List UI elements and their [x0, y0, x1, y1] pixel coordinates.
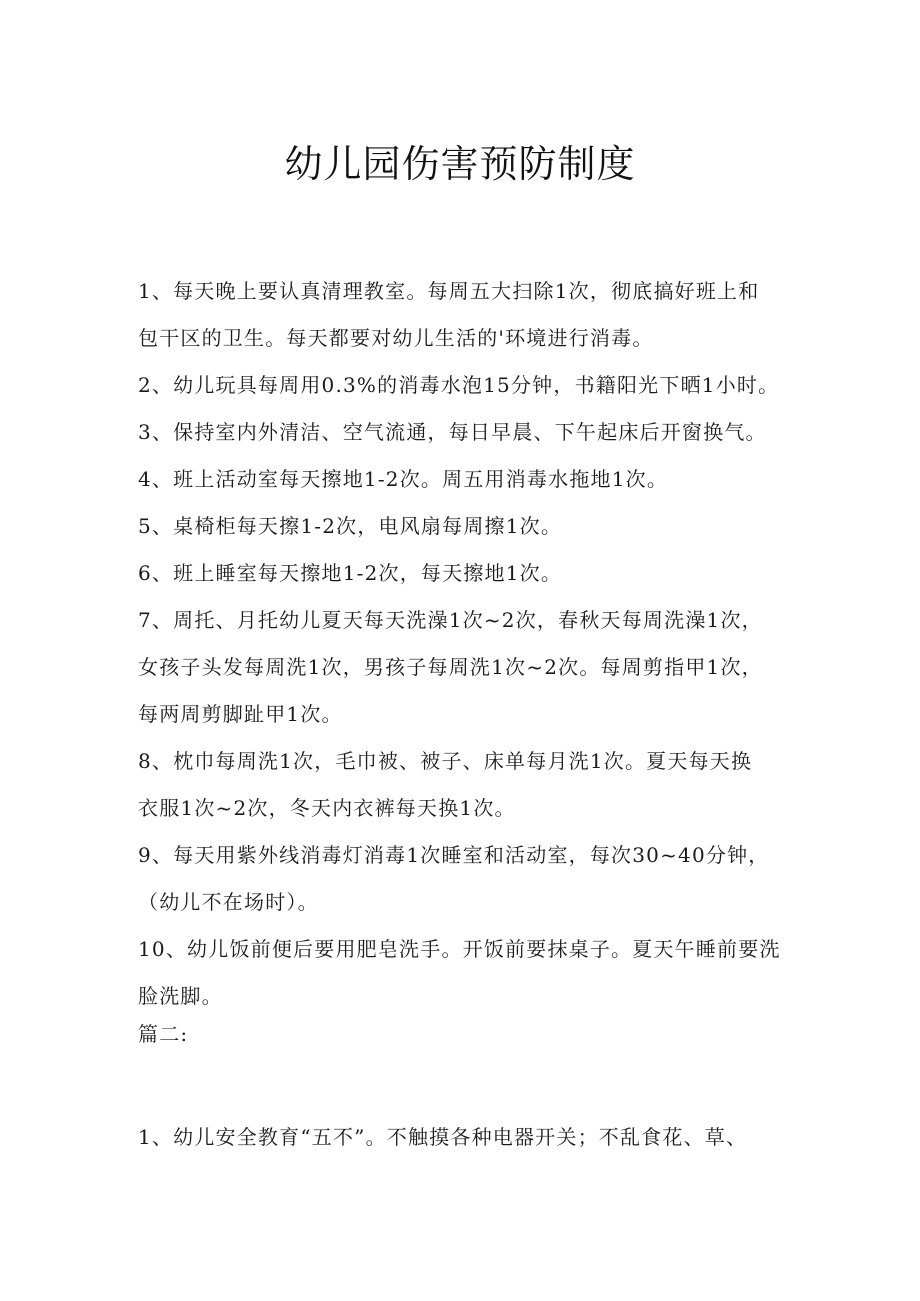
- paragraph-line-7: 6、班上睡室每天擦地1-2次，每天擦地1次。: [138, 561, 563, 585]
- paragraph-line-2: 包干区的卫生。每天都要对幼儿生活的'环境进行消毒。: [138, 326, 654, 350]
- paragraph-line-8: 7、周托、月托幼儿夏天每天洗澡1次~2次，春秋天每周洗澡1次，: [138, 608, 763, 632]
- document-title: 幼儿园伤害预防制度: [284, 142, 636, 186]
- paragraph-line-14: （幼儿不在场时）。: [138, 890, 319, 914]
- paragraph-line-1: 1、每天晚上要认真清理教室。每周五大扫除1次，彻底搞好班上和: [138, 279, 760, 303]
- paragraph-line-6: 5、桌椅柜每天擦1-2次，电风扇每周擦1次。: [138, 514, 563, 538]
- paragraph-line-5: 4、班上活动室每天擦地1-2次。周五用消毒水拖地1次。: [138, 467, 669, 491]
- section-heading: 篇二:: [138, 1022, 189, 1046]
- paragraph-line-17: 1、幼儿安全教育“五不”。不触摸各种电器开关；不乱食花、草、: [138, 1125, 748, 1149]
- paragraph-line-4: 3、保持室内外清洁、空气流通，每日早晨、下午起床后开窗换气。: [138, 420, 767, 444]
- paragraph-line-12: 衣服1次~2次，冬天内衣裤每天换1次。: [138, 796, 516, 820]
- paragraph-line-3: 2、幼儿玩具每周用0.3%的消毒水泡15分钟，书籍阳光下晒1小时。: [138, 373, 780, 397]
- paragraph-line-10: 每两周剪脚趾甲1次。: [138, 702, 343, 726]
- paragraph-line-16: 脸洗脚。: [138, 984, 223, 1008]
- paragraph-line-15: 10、幼儿饭前便后要用肥皂洗手。开饭前要抹桌子。夏天午睡前要洗: [138, 937, 781, 961]
- paragraph-line-11: 8、枕巾每周洗1次，毛巾被、被子、床单每月洗1次。夏天每天换: [138, 749, 753, 773]
- paragraph-line-13: 9、每天用紫外线消毒灯消毒1次睡室和活动室，每次30~40分钟，: [138, 843, 770, 867]
- paragraph-line-9: 女孩子头发每周洗1次，男孩子每周洗1次~2次。每周剪指甲1次，: [138, 655, 763, 679]
